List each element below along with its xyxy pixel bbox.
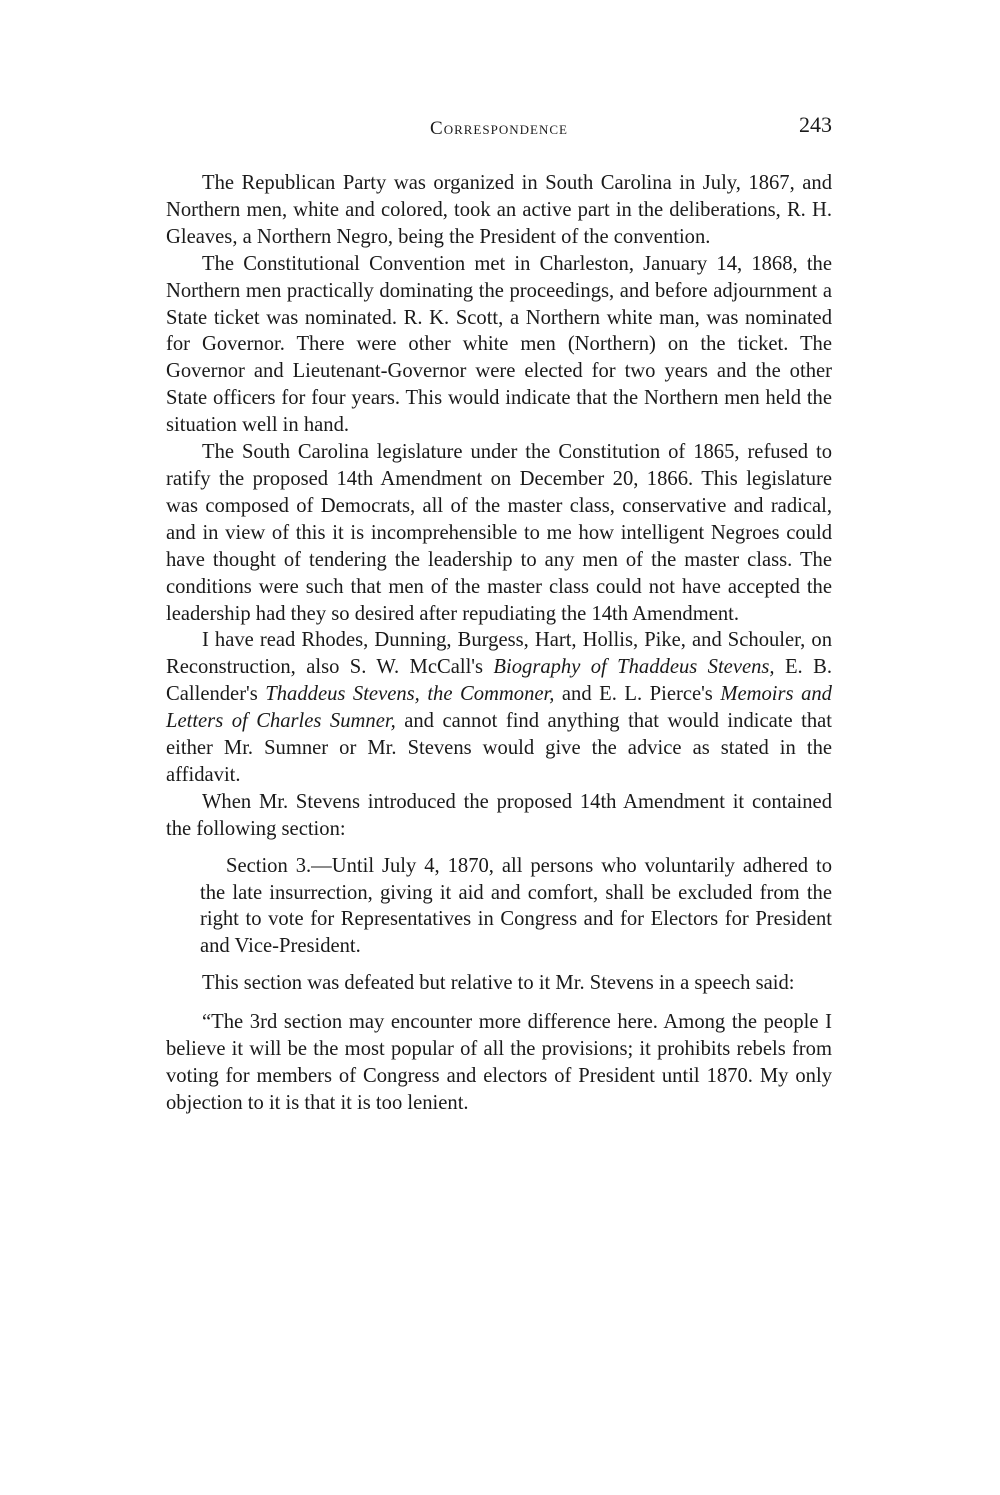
book-title-mccall: Biography of Thaddeus Stevens, [493,656,775,679]
book-title-pierce: Memoirs and Letters of Charles Sumner, [166,683,832,733]
reading-text-3: and E. L. Pierce's [554,683,721,706]
running-title: Correspondence [430,118,568,139]
stevens-speech-quote: “The 3rd section may encounter more difference here. Among the people I believe it will be the most popular of all the provisions; it prohibits rebels from voting for members of Congress and electors of President until 1870. My only objection to it is that it is too lenient. [166,1011,832,1114]
paragraph-section-defeated: This section was defeated but relative to it Mr. Stevens in a speech said: [202,972,795,995]
reading-text-2: E. B. Callender's [166,656,832,706]
paragraph-amendment-intro: When Mr. Stevens introduced the proposed 14th Amendment it contained the following section: [166,790,832,840]
running-head [166,112,832,146]
book-title-callender: Thaddeus Stevens, the Commoner, [265,683,555,706]
page-number: 243 [799,112,832,137]
book-page [166,112,832,1117]
paragraph-reading-sources [166,627,832,788]
paragraph-republican-party: The Republican Party was organized in South Carolina in July, 1867, and Northern men, white and colored, took an active part in the deliberations, R. H. Gleaves, a Northern Negro, being the President of the convention. [166,172,832,248]
reading-text-1: I have read Rhodes, Dunning, Burgess, Hart, Hollis, Pike, and Schouler, on Reconstruction, also S. W. McCall's [166,629,832,679]
reading-text-4: and cannot find anything that would indicate that either Mr. Sumner or Mr. Stevens would give the advice as stated in the affidavit. [166,710,832,786]
paragraph-constitutional-convention: The Constitutional Convention met in Charleston, January 14, 1868, the Northern men practically dominating the proceedings, and before adjournment a State ticket was nominated. R. K. Scott, a Northern white man, was nominated for Governor. There were other white men (Northern) on the ticket. The Governor and Lieutenant-Governor were elected for two years and the other State officers for four years. This would indicate that the Northern men held the situation well in hand. [166,252,832,437]
paragraph-legislature: The South Carolina legislature under the Constitution of 1865, refused to ratify the proposed 14th Amendment on December 20, 1866. This legislature was composed of Democrats, all of the master class, conservative and radical, and in view of this it is incomprehensible to me how intelligent Negroes could have thought of tendering the leadership to any men of the master class. The conditions were such that men of the master class could not have accepted the leadership had they so desired after repudiating the 14th Amendment. [166,441,832,625]
section-3-quote: Section 3.—Until July 4, 1870, all persons who voluntarily adhered to the late insurrection, giving it aid and comfort, shall be excluded from the right to vote for Representatives in Congress and for Electors for President and Vice-President. [200,854,832,958]
